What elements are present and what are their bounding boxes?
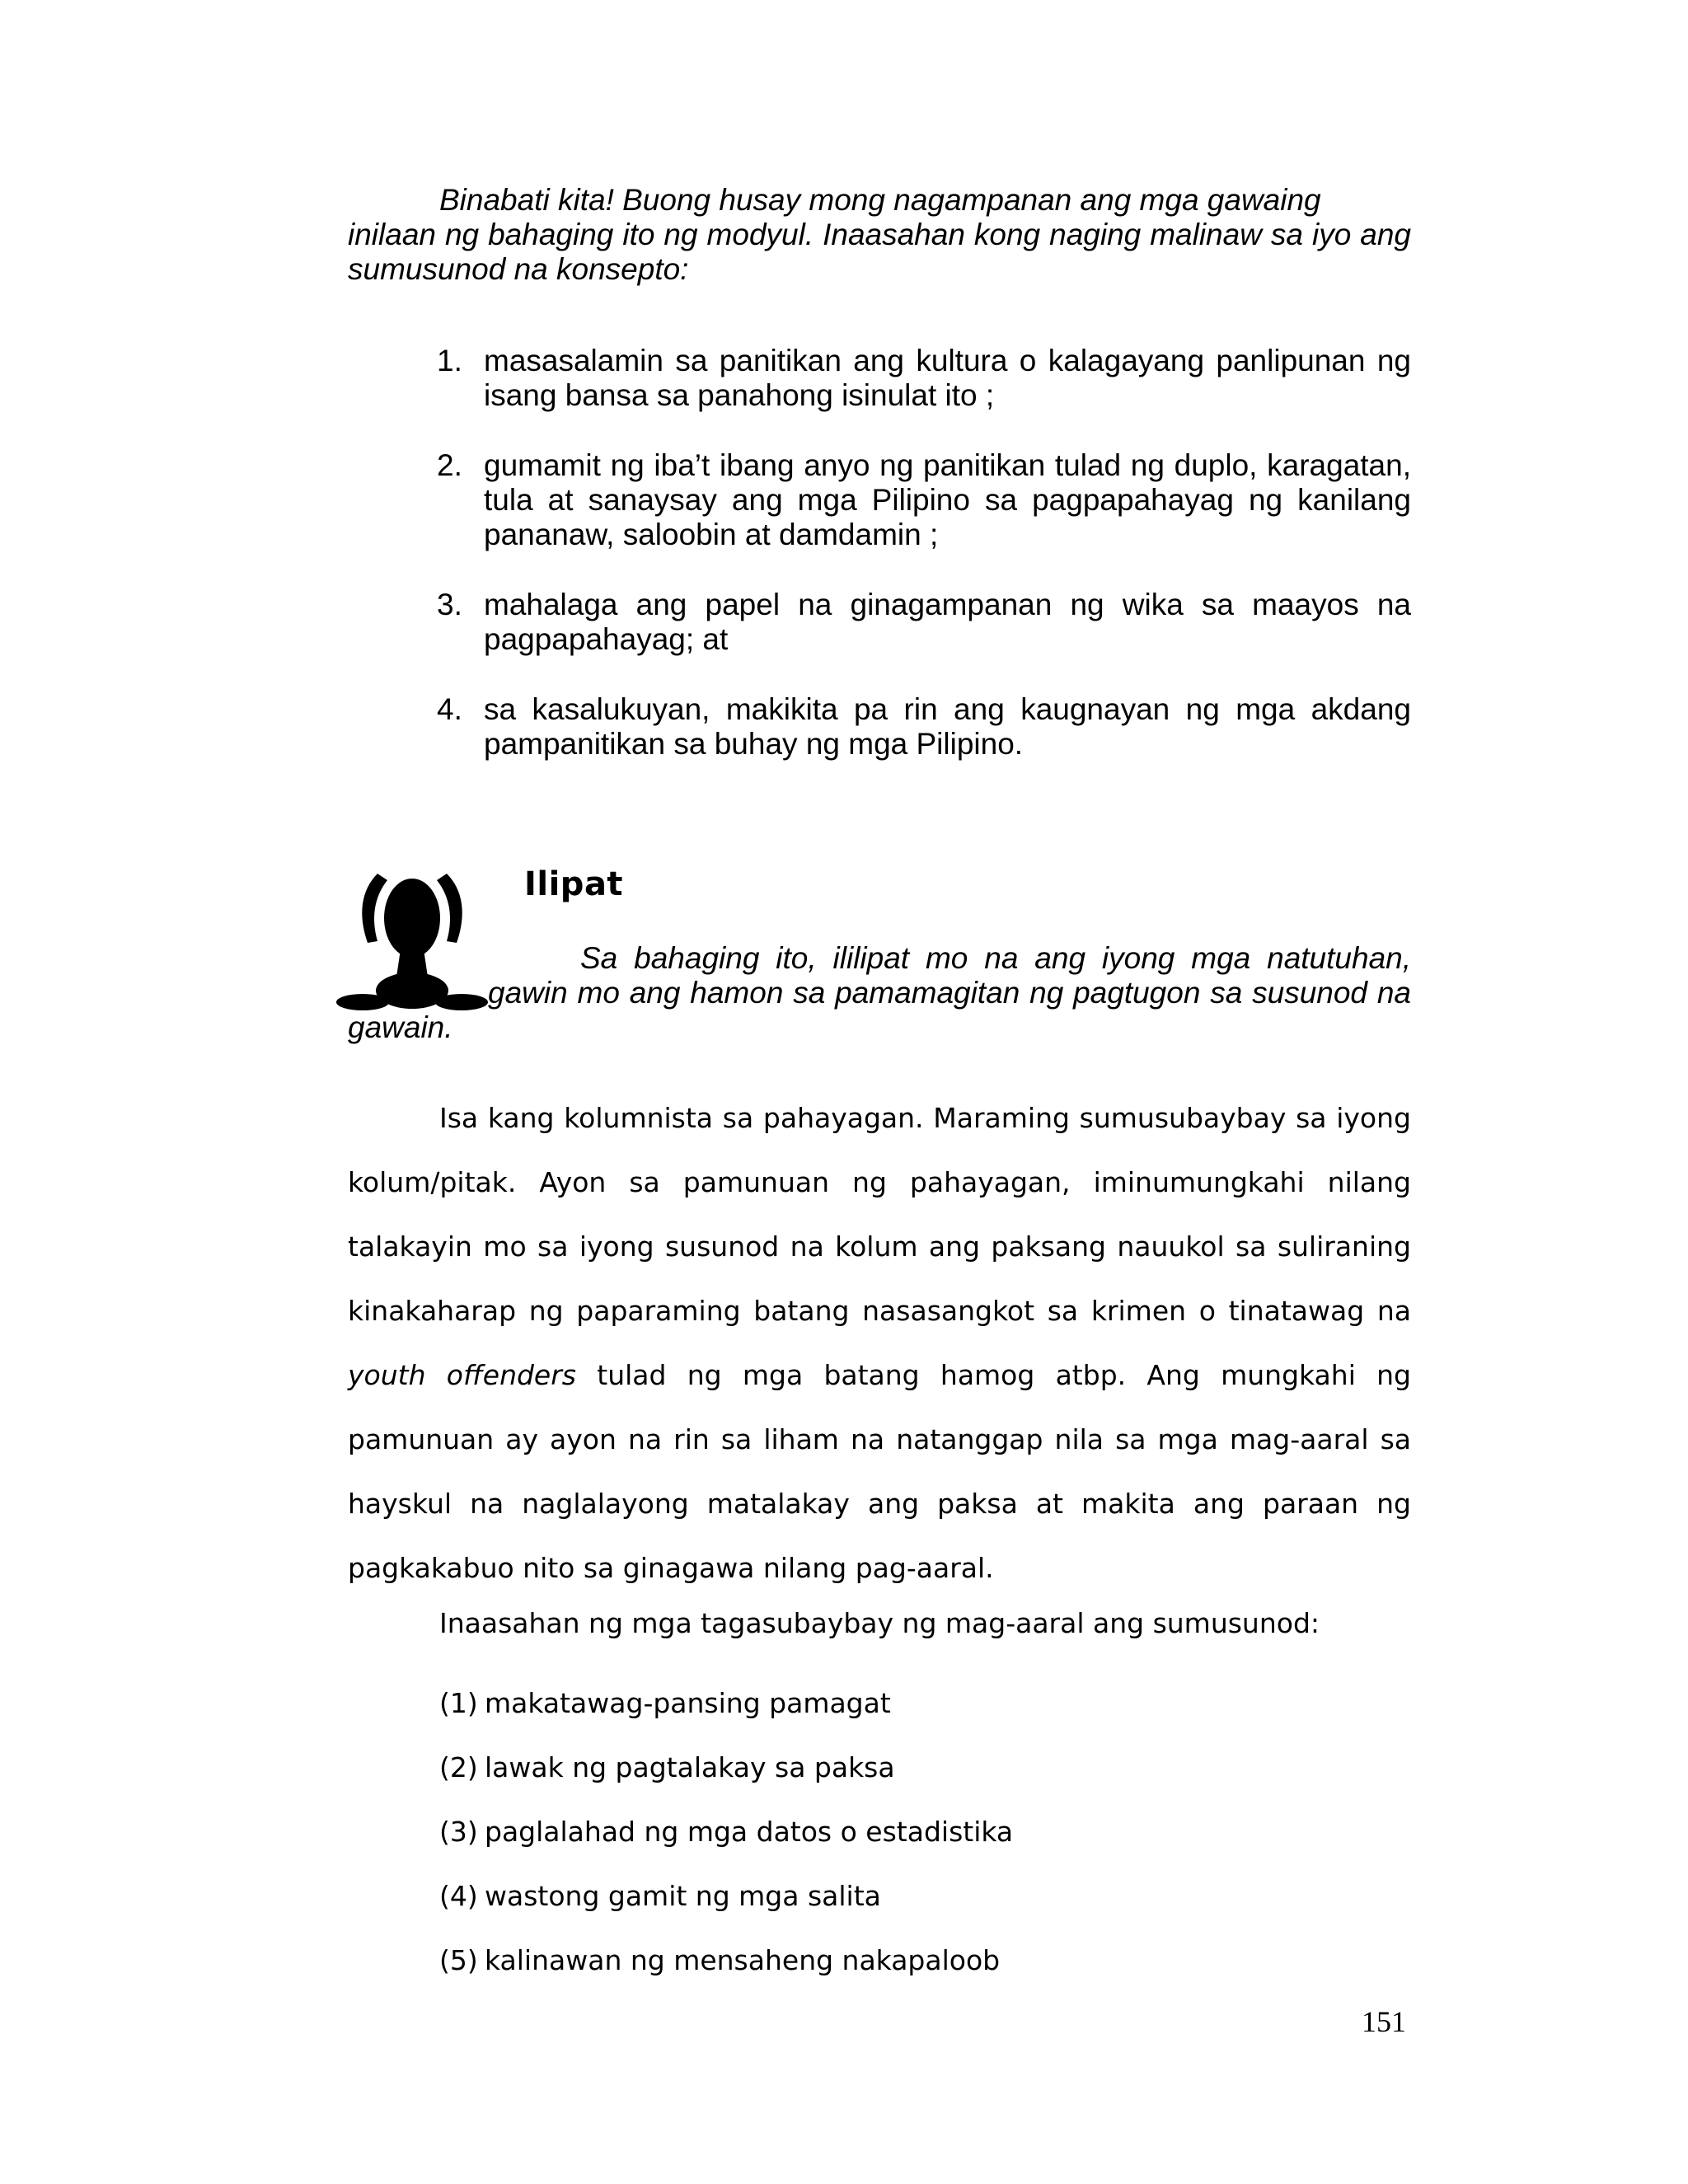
criteria-text: kalinawan ng mensaheng nakapaloob: [485, 1944, 1001, 1976]
task-line-6: pamunuan ay ayon na rin sa liham na natanggap nila sa mga mag-aaral sa: [348, 1423, 1411, 1455]
task-line-8: pagkakabuo nito sa ginagawa nilang pag-aaral.: [348, 1552, 994, 1584]
section-intro-line-1: Sa bahaging ito, ililipat mo na ang iyong mga natutuhan,: [580, 941, 1411, 975]
section-title: Ilipat: [524, 865, 624, 903]
list-item-text: masasalamin sa panitikan ang kultura o kalagayang panlipunan ng isang bansa sa panahong isinulat ito ;: [484, 344, 1411, 412]
list-item: [437, 448, 1411, 552]
list-item-number: 4.: [437, 692, 462, 726]
list-item: [439, 1671, 1013, 1736]
criteria-text: wastong gamit ng mga salita: [485, 1880, 881, 1912]
criteria-number: (4): [439, 1880, 478, 1912]
concept-list: [437, 344, 1411, 797]
task-paragraph: [348, 1086, 1411, 1601]
criteria-number: (2): [439, 1751, 478, 1783]
task-line-5: [348, 1343, 1411, 1408]
list-item-number: 1.: [437, 344, 462, 377]
list-item-text: sa kasalukuyan, makikita pa rin ang kaugnayan ng mga akdang pampanitikan sa buhay ng mga Pilipino.: [484, 692, 1411, 761]
section-intro: [348, 941, 1411, 1045]
task-line-1: Isa kang kolumnista sa pahayagan. Maraming sumusubaybay sa iyong: [439, 1102, 1411, 1134]
intro-line-1: Binabati kita! Buong husay mong nagampanan ang mga gawaing: [439, 183, 1321, 217]
criteria-text: paglalahad ng mga datos o estadistika: [485, 1816, 1014, 1848]
list-item-number: 2.: [437, 448, 462, 482]
criteria-text: lawak ng pagtalakay sa paksa: [485, 1751, 895, 1783]
intro-paragraph: [348, 183, 1411, 287]
intro-rest: inilaan ng bahaging ito ng modyul. Inaasahan kong naging malinaw sa iyo ang sumusunod na konsepto:: [348, 218, 1411, 286]
criteria-list: [439, 1671, 1013, 1993]
task-line-5-rest: tulad ng mga batang hamog atbp. Ang mungkahi ng: [576, 1359, 1411, 1391]
task-line-7: hayskul na naglalayong matalakay ang paksa at makita ang paraan ng: [348, 1488, 1411, 1520]
list-item: [439, 1864, 1013, 1929]
list-item: [439, 1929, 1013, 1993]
emphasized-term: youth offenders: [348, 1359, 576, 1391]
criteria-text: makatawag-pansing pamagat: [485, 1687, 891, 1719]
section-intro-line-2: gawin mo ang hamon sa pamamagitan ng pagtugon sa susunod na: [488, 976, 1411, 1010]
page-number: 151: [1362, 2005, 1406, 2038]
list-item-text: gumamit ng iba’t ibang anyo ng panitikan tulad ng duplo, karagatan, tula at sanaysay ang mga Pilipino sa pagpapahayag ng kanilang pananaw, saloobin at damdamin ;: [484, 448, 1411, 551]
list-item: [439, 1800, 1013, 1864]
criteria-number: (5): [439, 1944, 478, 1976]
task-line-3: talakayin mo sa iyong susunod na kolum ang paksang nauukol sa suliraning: [348, 1230, 1411, 1263]
criteria-intro: Inaasahan ng mga tagasubaybay ng mag-aaral ang sumusunod:: [439, 1607, 1320, 1639]
task-line-2: kolum/pitak. Ayon sa pamunuan ng pahayagan, iminumungkahi nilang: [348, 1166, 1411, 1198]
list-item: [437, 344, 1411, 413]
list-item-text: mahalaga ang papel na ginagampanan ng wika sa maayos na pagpapahayag; at: [484, 588, 1411, 656]
list-item-number: 3.: [437, 588, 462, 621]
criteria-number: (1): [439, 1687, 478, 1719]
section-intro-line-3: gawain.: [348, 1010, 453, 1044]
list-item: [437, 588, 1411, 657]
list-item: [437, 692, 1411, 762]
list-item: [439, 1736, 1013, 1800]
criteria-number: (3): [439, 1816, 478, 1848]
task-line-4: kinakaharap ng paparaming batang nasasangkot sa krimen o tinatawag na: [348, 1295, 1411, 1327]
